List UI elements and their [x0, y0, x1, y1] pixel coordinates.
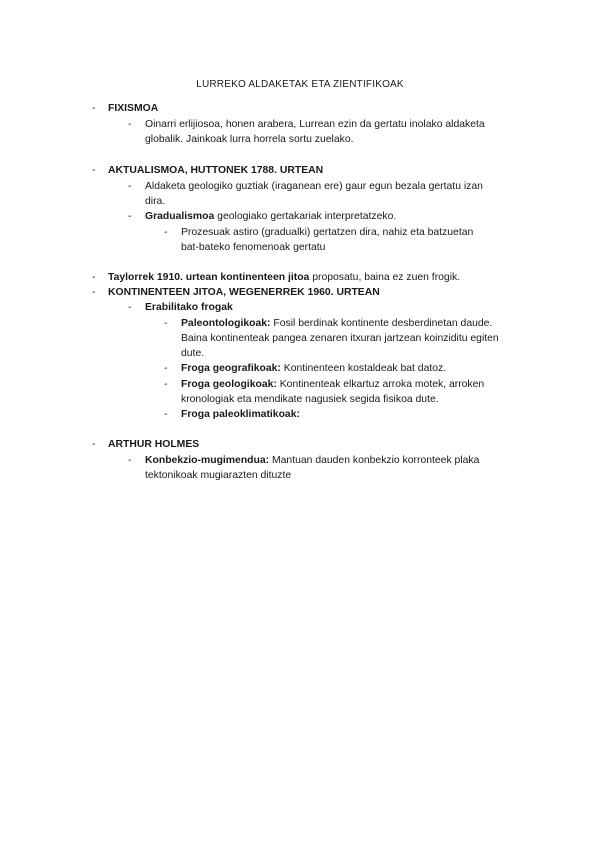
- section-heading-fixismoa: FIXISMOA: [108, 103, 159, 114]
- list-item-line: kronologiak eta mendikate nagusiek segida fisikoa dute.: [181, 394, 439, 405]
- bullet-dash: -: [92, 439, 96, 450]
- bullet-dash: -: [92, 287, 96, 298]
- bullet-dash: -: [164, 227, 168, 238]
- bullet-dash: -: [164, 318, 168, 329]
- list-item-line: dira.: [145, 196, 166, 207]
- bullet-dash: -: [164, 379, 168, 390]
- bullet-dash: -: [92, 272, 96, 283]
- list-item-gradualismoa: Gradualismoa geologiako gertakariak interpretatzeko.: [145, 211, 397, 222]
- list-item-line: Prozesuak astiro (gradualki) gertatzen dira, nahiz eta batzuetan: [181, 227, 474, 238]
- bullet-dash: -: [128, 119, 132, 130]
- list-item-froga-geologikoak: Froga geologikoak: Kontinenteak elkartuz arroka motek, arroken: [181, 379, 485, 390]
- bullet-dash: -: [92, 103, 96, 114]
- list-item-erabilitako-frogak: Erabilitako frogak: [145, 302, 233, 313]
- bullet-dash: -: [164, 363, 168, 374]
- list-item-line: Oinarri erlijiosoa, honen arabera, Lurrean ezin da gertatu inolako aldaketa: [145, 119, 485, 130]
- paragraph-taylorrek: Taylorrek 1910. urtean kontinenteen jitoa proposatu, baina ez zuen frogik.: [108, 272, 461, 283]
- bullet-dash: -: [164, 409, 168, 420]
- list-item-konbekzio-mugimendua: Konbekzio-mugimendua: Mantuan dauden konbekzio korronteek plaka: [145, 455, 480, 466]
- list-item-line: globalik. Jainkoak lurra horrela sortu zuelako.: [145, 134, 354, 145]
- section-heading-kontinenteen-jitoa: KONTINENTEEN JITOA, WEGENERREK 1960. URTEAN: [108, 287, 380, 298]
- list-item-line: dute.: [181, 348, 205, 359]
- list-item-froga-paleoklimatikoak: Froga paleoklimatikoak:: [181, 409, 300, 420]
- list-item-line: tektonikoak mugiarazten dituzte: [145, 470, 292, 481]
- document-title: LURREKO ALDAKETAK ETA ZIENTIFIKOAK: [196, 79, 404, 90]
- list-item-paleontologikoak: Paleontologikoak: Fosil berdinak kontinente desberdinetan daude.: [181, 318, 493, 329]
- bullet-dash: -: [92, 165, 96, 176]
- list-item-line: Baina kontinenteak pangea zenaren itxuran jartzean koinziditu egiten: [181, 333, 499, 344]
- bullet-dash: -: [128, 455, 132, 466]
- bullet-dash: -: [128, 302, 132, 313]
- section-heading-aktualismoa: AKTUALISMOA, HUTTONEK 1788. URTEAN: [108, 165, 324, 176]
- bullet-dash: -: [128, 181, 132, 192]
- list-item-line: Aldaketa geologiko guztiak (iraganean ere) gaur egun bezala gertatu izan: [145, 181, 483, 192]
- list-item-line: bat-bateko fenomenoak gertatu: [181, 242, 326, 253]
- bullet-dash: -: [128, 211, 132, 222]
- section-heading-arthur-holmes: ARTHUR HOLMES: [108, 439, 200, 450]
- list-item-froga-geografikoak: Froga geografikoak: Kontinenteen kostaldeak bat datoz.: [181, 363, 447, 374]
